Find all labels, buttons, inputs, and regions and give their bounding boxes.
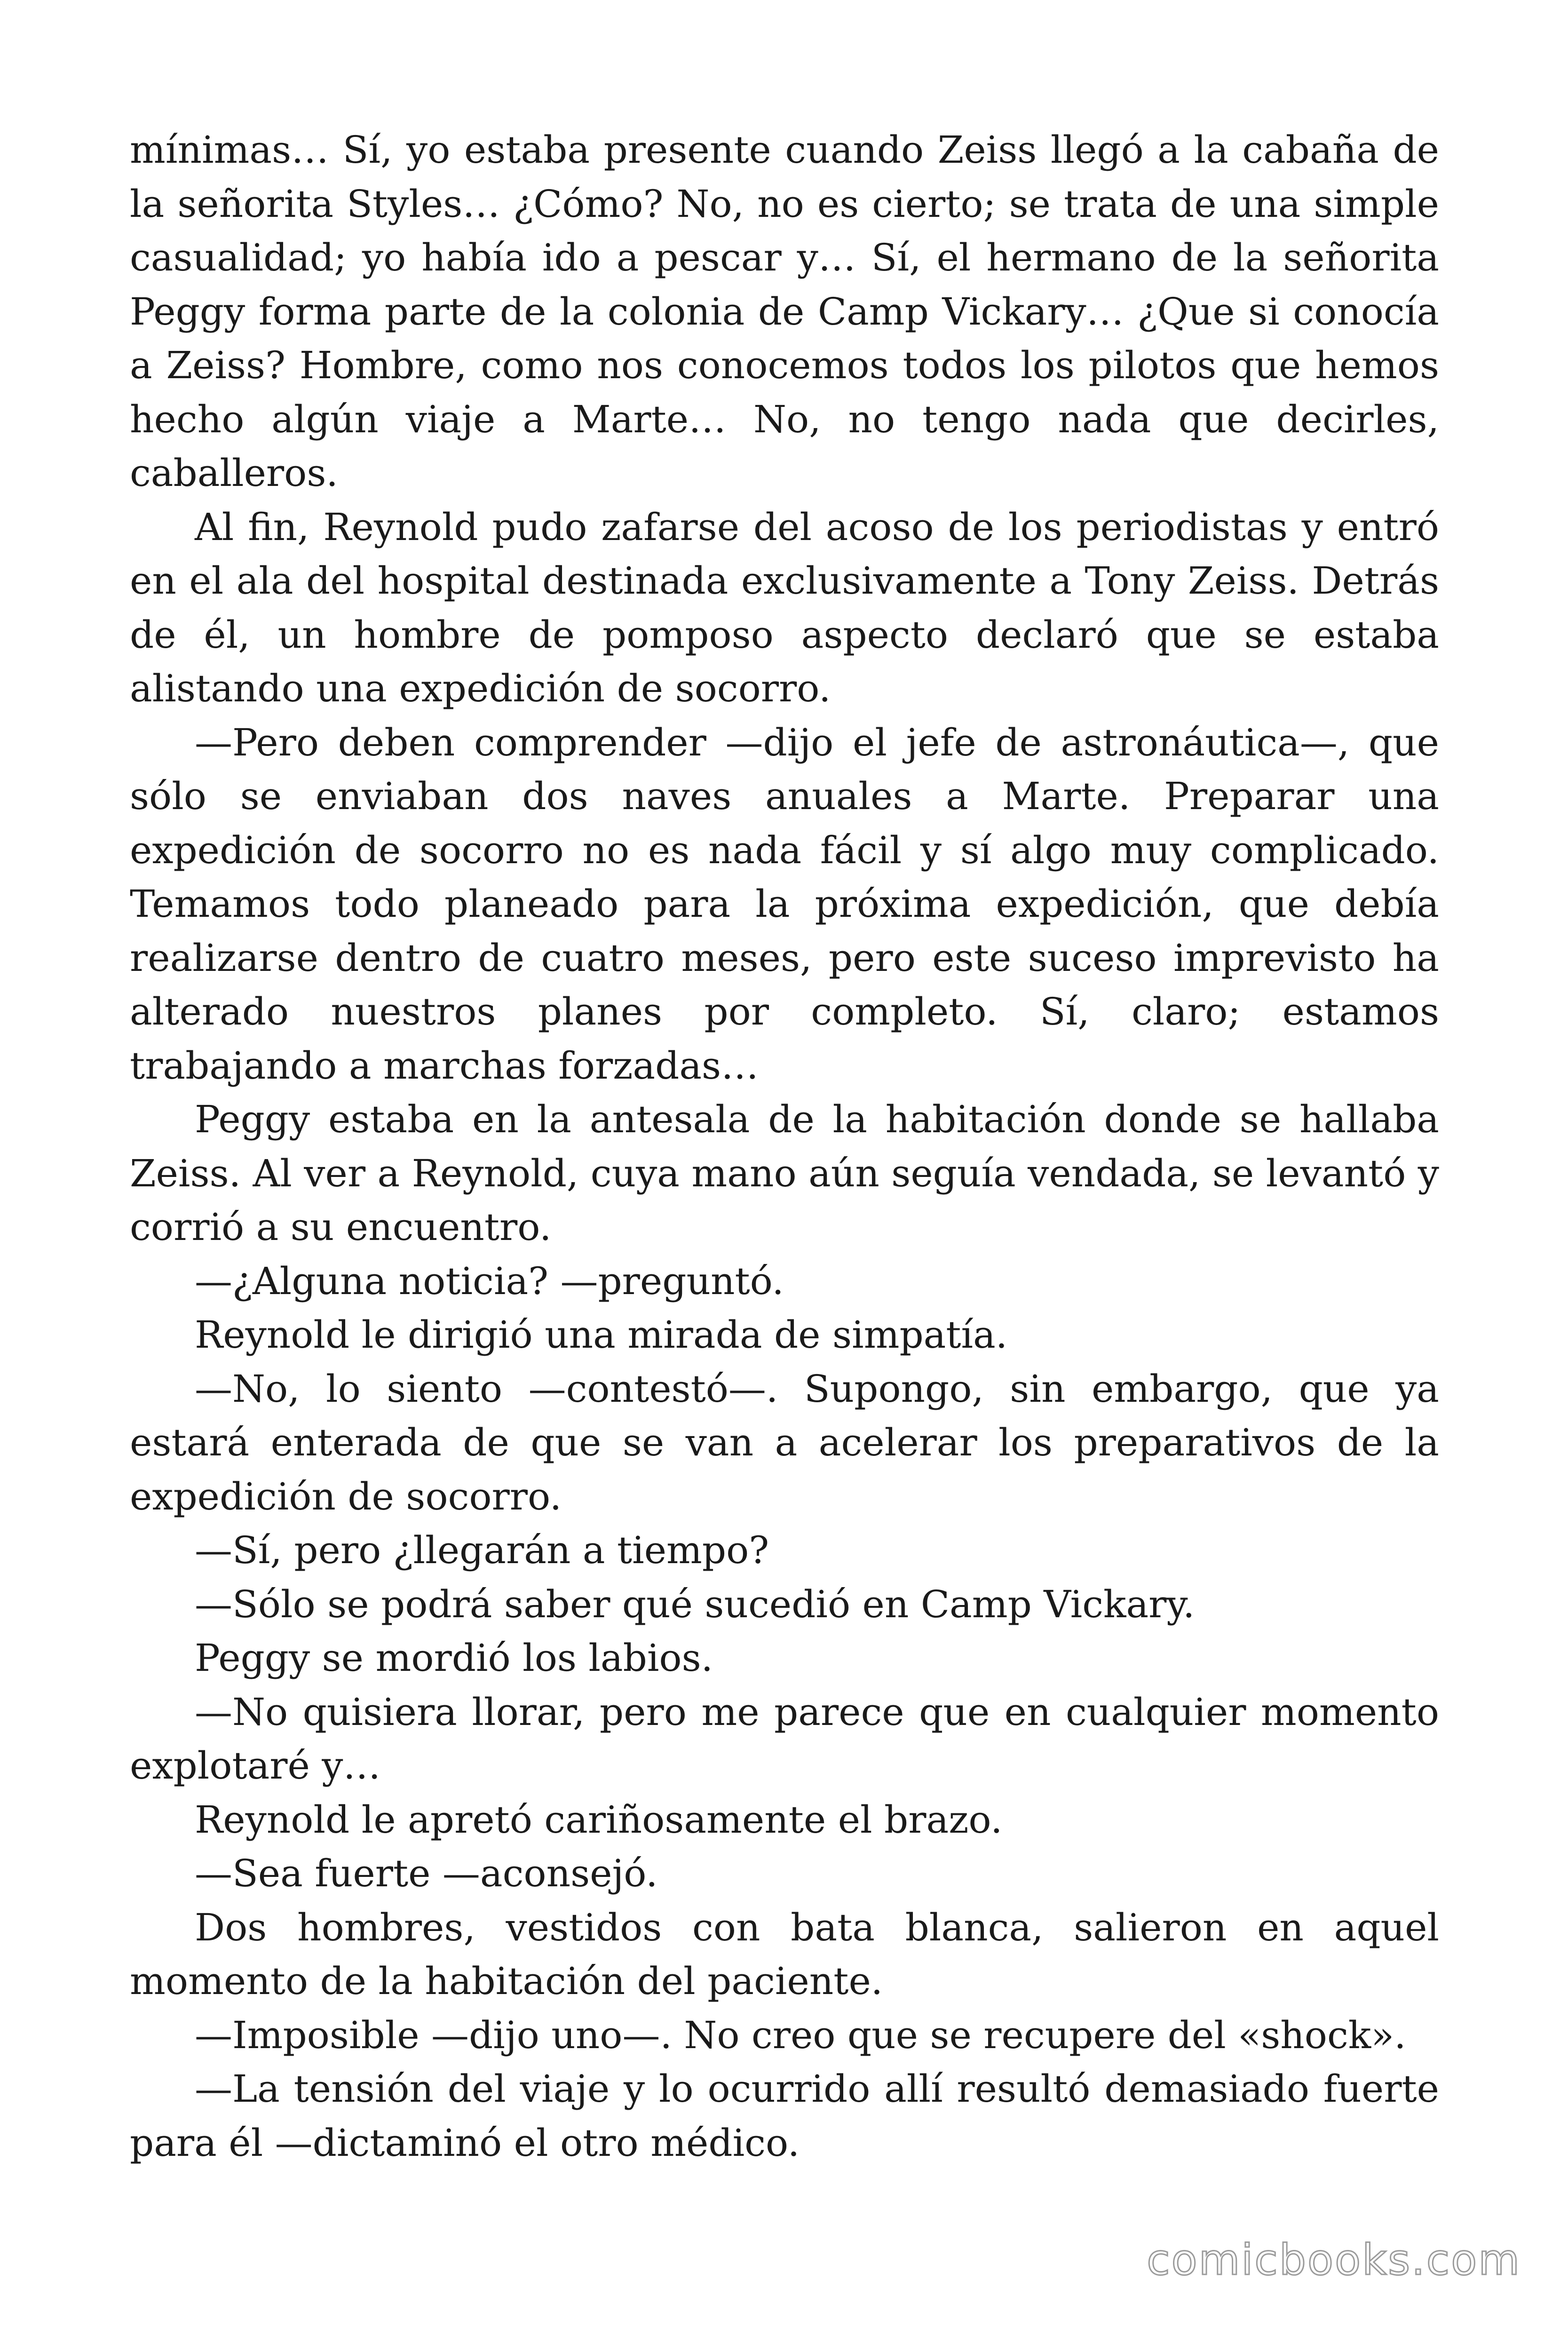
paragraph: —Sí, pero ¿llegarán a tiempo? — [195, 1528, 769, 1572]
paragraph: —No quisiera llorar, pero me parece que en cualquier momento explotaré y… — [130, 1690, 1439, 1788]
watermark: comicbooks.com — [1147, 2235, 1521, 2285]
paragraph: Peggy se mordió los labios. — [195, 1636, 713, 1680]
paragraph: —No, lo siento —contestó—. Supongo, sin embargo, que ya estará enterada de que se van a acelerar los preparativos de la expedición de socorro. — [130, 1367, 1439, 1518]
paragraph: —Pero deben comprender —dijo el jefe de astronáutica—, que sólo se enviaban dos naves anuales a Marte. Preparar una expedición de socorro no es nada fácil y sí algo muy complicado. Temamos todo planeado para la próxima expedición, que debía realizarse dentro de cuatro meses, pero este suceso imprevisto ha alterado nuestros planes por completo. Sí, claro; estamos trabajando a marchas forzadas… — [130, 720, 1439, 1088]
paragraph: mínimas… Sí, yo estaba presente cuando Zeiss llegó a la cabaña de la señorita Styles… ¿Cómo? No, no es cierto; se trata de una simple casualidad; yo había ido a pescar y… Sí, el hermano de la señorita Peggy forma parte de la colonia de Camp Vickary… ¿Que si conocía a Zeiss? Hombre, como nos conocemos todos los pilotos que hemos hecho algún viaje a Marte… No, no tengo nada que decirles, caballeros. — [130, 128, 1439, 495]
paragraph: Reynold le apretó cariñosamente el brazo. — [195, 1797, 1003, 1842]
paragraph: —Sea fuerte —aconsejó. — [195, 1851, 658, 1895]
paragraph: Peggy estaba en la antesala de la habitación donde se hallaba Zeiss. Al ver a Reynold, cuya mano aún seguía vendada, se levantó y corrió a su encuentro. — [130, 1097, 1439, 1249]
page-body-text — [130, 123, 1439, 2170]
paragraph: Reynold le dirigió una mirada de simpatía. — [195, 1313, 1008, 1357]
paragraph: —Sólo se podrá saber qué sucedió en Camp Vickary. — [195, 1582, 1195, 1626]
paragraph: —La tensión del viaje y lo ocurrido allí resultó demasiado fuerte para él —dictaminó el otro médico. — [130, 2067, 1439, 2165]
paragraph: Dos hombres, vestidos con bata blanca, salieron en aquel momento de la habitación del paciente. — [130, 1905, 1439, 2003]
paragraph: —¿Alguna noticia? —preguntó. — [195, 1259, 784, 1303]
paragraph: —Imposible —dijo uno—. No creo que se recupere del «shock». — [195, 2013, 1406, 2057]
paragraph: Al fin, Reynold pudo zafarse del acoso de los periodistas y entró en el ala del hospital destinada exclusivamente a Tony Zeiss. Detrás de él, un hombre de pomposo aspecto declaró que se estaba alistando una expedición de socorro. — [130, 505, 1439, 710]
